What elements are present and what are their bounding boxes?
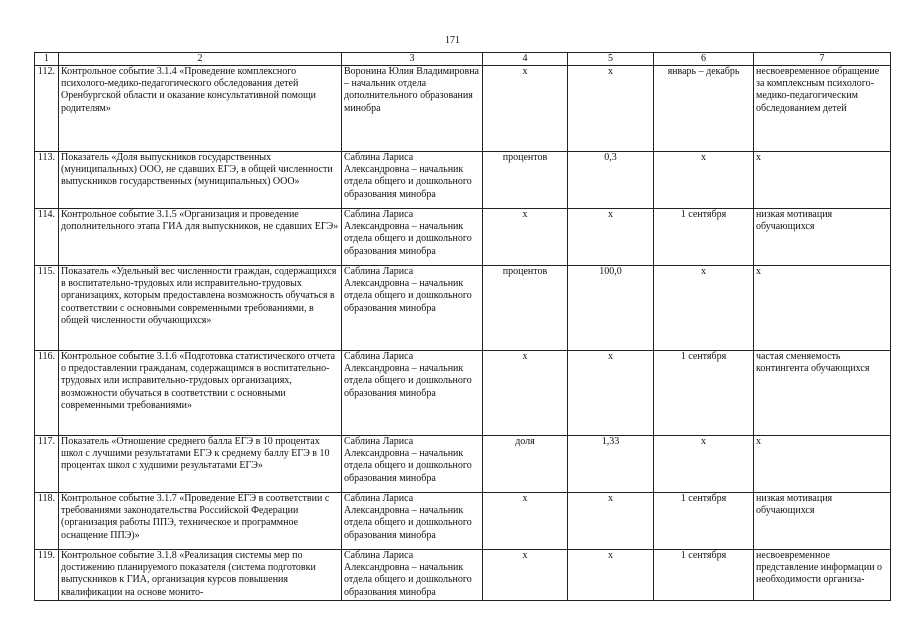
row-name: Контрольное событие 3.1.5 «Организация и проведение дополнительного этапа ГИА для выпускников, не сдавших ЕГЭ» [59,209,342,266]
row-responsible: Воронина Юлия Владимировна – начальник отдела дополнительного образования минобра [342,66,483,152]
row-value: х [568,209,654,266]
row-number: 114. [35,209,59,266]
table-row [35,550,891,601]
header-cell: 4 [483,53,568,66]
header-cell: 5 [568,53,654,66]
row-unit: процентов [483,266,568,351]
row-risk: низкая мотивация обучающихся [754,209,891,266]
row-responsible: Саблина Лариса Александровна – начальник отдела общего и дошкольного образования минобра [342,550,483,601]
header-cell: 7 [754,53,891,66]
header-cell: 1 [35,53,59,66]
row-risk: несвоевременное обращение за комплексным психолого-медико-педагогическим обследованием детей [754,66,891,152]
table-row [35,209,891,266]
row-date: 1 сентября [654,351,754,436]
row-date: 1 сентября [654,550,754,601]
row-value: 0,3 [568,152,654,209]
table-row [35,351,891,436]
row-unit: х [483,209,568,266]
row-number: 118. [35,493,59,550]
row-risk: х [754,152,891,209]
row-name: Контрольное событие 3.1.8 «Реализация системы мер по достижению планируемого показателя (система подготовки выпускников к ГИА, организация курсов повышения квалификации на основе монито- [59,550,342,601]
row-date: 1 сентября [654,209,754,266]
row-number: 117. [35,436,59,493]
row-date: х [654,266,754,351]
row-risk: низкая мотивация обучающихся [754,493,891,550]
row-risk: х [754,436,891,493]
row-name: Показатель «Доля выпускников государственных (муниципальных) ООО, не сдавших ЕГЭ, в общей численности выпускников государственных (муниципальных) ООО» [59,152,342,209]
row-date: январь – декабрь [654,66,754,152]
row-value: 100,0 [568,266,654,351]
row-value: 1,33 [568,436,654,493]
row-responsible: Саблина Лариса Александровна – начальник отдела общего и дошкольного образования минобра [342,493,483,550]
row-responsible: Саблина Лариса Александровна – начальник отдела общего и дошкольного образования минобра [342,436,483,493]
row-name: Показатель «Отношение среднего балла ЕГЭ в 10 процентах школ с лучшими результатами ЕГЭ к среднему баллу ЕГЭ в 10 процентах школ с худшими результатами ЕГЭ» [59,436,342,493]
row-date: 1 сентября [654,493,754,550]
row-responsible: Саблина Лариса Александровна – начальник отдела общего и дошкольного образования минобра [342,209,483,266]
row-number: 113. [35,152,59,209]
row-responsible: Саблина Лариса Александровна – начальник отдела общего и дошкольного образования минобра [342,152,483,209]
plan-table [34,52,891,601]
row-value: х [568,493,654,550]
row-name: Контрольное событие 3.1.7 «Проведение ЕГЭ в соответствии с требованиями законодательства Российской Федерации (организация работы ППЭ, техническое и программное оснащение ППЭ)» [59,493,342,550]
row-name: Контрольное событие 3.1.4 «Проведение комплексного психолого-медико-педагогического обследования детей Оренбургской области и оказание консультативной помощи родителям» [59,66,342,152]
row-value: х [568,550,654,601]
row-name: Показатель «Удельный вес численности граждан, содержащихся в воспитательно-трудовых или исправительно-трудовых организациях, которым предоставлена возможность обучаться в соответствии с основными современными требованиями, в общей численности обучающихся» [59,266,342,351]
header-row [35,53,891,66]
row-risk: несвоевременное представление информации о необходимости организа- [754,550,891,601]
row-unit: процентов [483,152,568,209]
row-risk: частая сменяемость контингента обучающихся [754,351,891,436]
row-unit: х [483,66,568,152]
page-number: 171 [445,35,460,46]
table-row [35,493,891,550]
row-risk: х [754,266,891,351]
row-responsible: Саблина Лариса Александровна – начальник отдела общего и дошкольного образования минобра [342,351,483,436]
table-row [35,152,891,209]
row-value: х [568,351,654,436]
row-date: х [654,152,754,209]
row-value: х [568,66,654,152]
row-unit: х [483,493,568,550]
table-row [35,66,891,152]
header-cell: 2 [59,53,342,66]
row-number: 112. [35,66,59,152]
header-cell: 3 [342,53,483,66]
header-cell: 6 [654,53,754,66]
row-date: х [654,436,754,493]
row-responsible: Саблина Лариса Александровна – начальник отдела общего и дошкольного образования минобра [342,266,483,351]
row-unit: доля [483,436,568,493]
row-number: 115. [35,266,59,351]
row-name: Контрольное событие 3.1.6 «Подготовка статистического отчета о предоставлении гражданам, содержащимся в воспитательно-трудовых или исправительно-трудовых организациях, возможности обучаться в соответствии с основными современными требованиями» [59,351,342,436]
row-number: 119. [35,550,59,601]
table-row [35,436,891,493]
table-row [35,266,891,351]
row-unit: х [483,351,568,436]
row-unit: х [483,550,568,601]
row-number: 116. [35,351,59,436]
